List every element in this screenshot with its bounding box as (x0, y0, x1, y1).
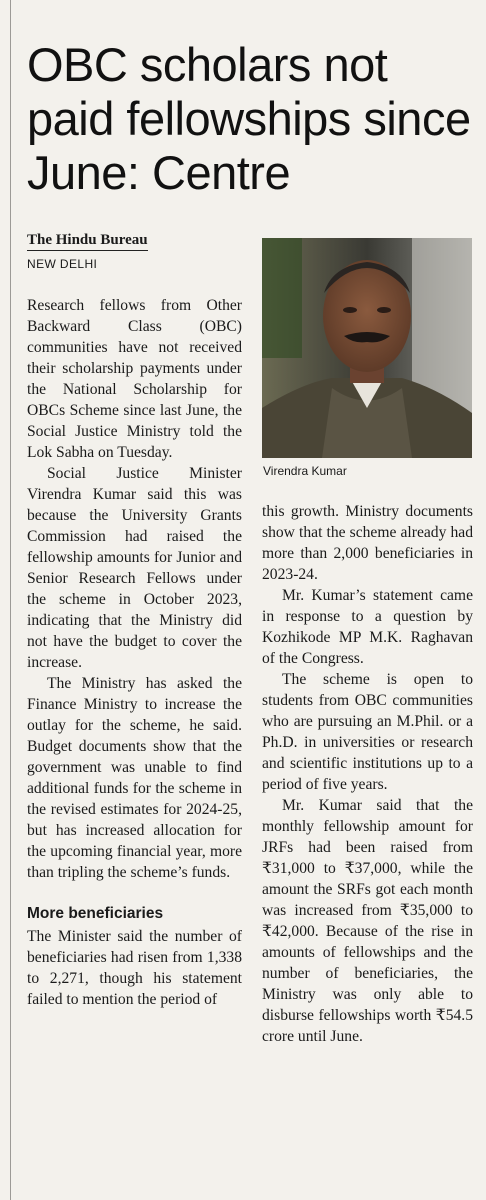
headline: OBC scholars not paid fellowships since June: Centre (27, 38, 471, 199)
paragraph: The Minister said the number of beneficiaries had risen from 1,338 to 2,271, though his statement failed to mention the period of (27, 928, 242, 1008)
paragraph: Social Justice Minister Virendra Kumar said this was because the University Grants Commission had raised the fellowship amounts for Junior and Senior Research Fellows under the scheme in October 2023, indicating that the Ministry did not have the budget to cover the increase. (27, 465, 242, 671)
paragraph: this growth. Ministry documents show that the scheme already had more than 2,000 beneficiaries in 2023-24. (262, 503, 473, 583)
article-column-1 (27, 295, 242, 1010)
photo-caption: Virendra Kumar (263, 464, 347, 478)
minister-photo (262, 238, 472, 458)
portrait-illustration (262, 238, 472, 458)
byline: The Hindu Bureau (27, 232, 148, 251)
column-rule (10, 0, 11, 1200)
paragraph: Mr. Kumar’s statement came in response to a question by Kozhikode MP M.K. Raghavan of the Congress. (262, 587, 473, 667)
paragraph: Research fellows from Other Backward Class (OBC) communities have not received their scholarship payments under the National Scholarship for OBCs Scheme since last June, the Social Justice Ministry told the Lok Sabha on Tuesday. (27, 297, 242, 461)
article-column-2 (262, 501, 473, 1047)
paragraph: The Ministry has asked the Finance Ministry to increase the outlay for the scheme, he said. Budget documents show that the government was unable to find additional funds for the scheme in the revised estimates for 2024-25, but has increased allocation for the upcoming financial year, more than tripling the scheme’s funds. (27, 675, 242, 881)
paragraph: The scheme is open to students from OBC communities who are pursuing an M.Phil. or a Ph.D. in universities or research and scientific institutions up to a period of five years. (262, 671, 473, 793)
subheading: More beneficiaries (27, 905, 164, 922)
dateline: NEW DELHI (27, 257, 98, 271)
paragraph: Mr. Kumar said that the monthly fellowship amount for JRFs had been raised from ₹31,000 to ₹37,000, while the amount the SRFs got each month was increased from ₹35,000 to ₹42,000. Because of the rise in amounts of fellowships and the number of beneficiaries, the Ministry was only able to disburse fellowships worth ₹54.5 crore until June. (262, 797, 473, 1045)
